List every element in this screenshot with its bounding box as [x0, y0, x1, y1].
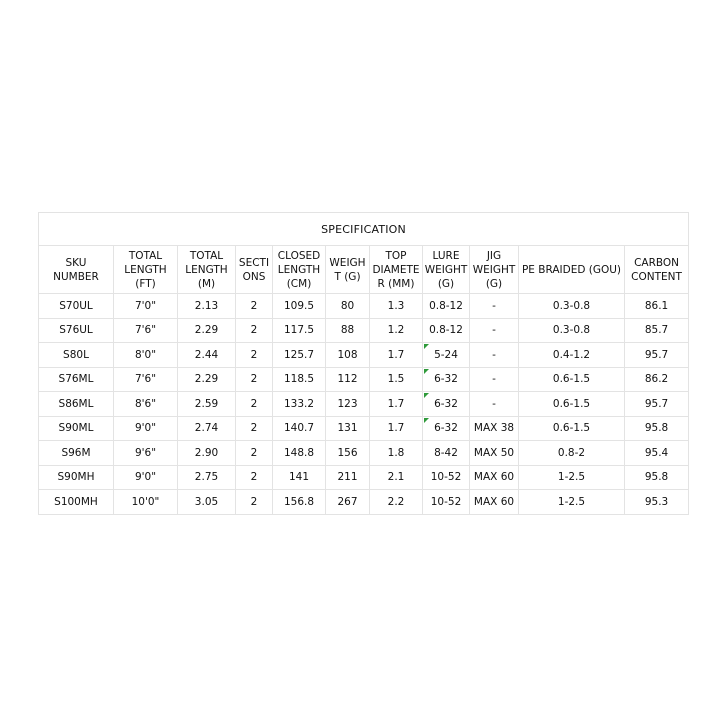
table-cell: 0.3-0.8 — [519, 318, 625, 343]
table-cell: 1.7 — [370, 343, 423, 368]
sku-cell: S96M — [39, 441, 114, 466]
table-cell: 9'6" — [114, 441, 178, 466]
column-header-line: ONS — [242, 270, 266, 283]
table-cell: 95.3 — [625, 490, 689, 515]
column-header — [423, 246, 470, 294]
table-cell: 148.8 — [273, 441, 326, 466]
column-header-line: CARBON — [634, 256, 680, 269]
table-cell: 8-42 — [423, 441, 470, 466]
table-cell: 2 — [236, 490, 273, 515]
table-cell: 2.1 — [370, 465, 423, 490]
table-row — [39, 416, 689, 441]
column-header — [326, 246, 370, 294]
table-cell: 9'0" — [114, 416, 178, 441]
table-cell: 6-32 — [423, 392, 470, 417]
table-cell: 1.8 — [370, 441, 423, 466]
column-header — [625, 246, 689, 294]
table-header-row — [39, 246, 689, 294]
table-cell: - — [470, 294, 519, 319]
table-cell: 95.7 — [625, 392, 689, 417]
column-header-line: T (G) — [334, 270, 361, 283]
table-cell: 3.05 — [178, 490, 236, 515]
table-cell: 80 — [326, 294, 370, 319]
table-cell: 0.6-1.5 — [519, 392, 625, 417]
table-cell: 1.7 — [370, 392, 423, 417]
table-cell: 5-24 — [423, 343, 470, 368]
table-cell: 88 — [326, 318, 370, 343]
column-header-line: CLOSED — [277, 249, 321, 262]
table-cell: 125.7 — [273, 343, 326, 368]
table-cell: 0.4-1.2 — [519, 343, 625, 368]
table-cell: 1.2 — [370, 318, 423, 343]
table-cell: 2 — [236, 465, 273, 490]
table-row — [39, 294, 689, 319]
table-cell: 86.1 — [625, 294, 689, 319]
table-cell: 156 — [326, 441, 370, 466]
column-header-line: SECTI — [238, 256, 270, 269]
table-cell: 2.59 — [178, 392, 236, 417]
column-header-line: TOTAL — [128, 249, 163, 262]
table-cell: 2.29 — [178, 318, 236, 343]
table-row — [39, 441, 689, 466]
sku-cell: S100MH — [39, 490, 114, 515]
column-header-line: (FT) — [135, 277, 156, 290]
column-header-line: TOP — [385, 249, 407, 262]
table-cell: 95.8 — [625, 416, 689, 441]
specification-table — [38, 212, 689, 515]
table-cell: 109.5 — [273, 294, 326, 319]
table-cell: 2.2 — [370, 490, 423, 515]
table-cell: MAX 60 — [470, 465, 519, 490]
table-cell: 141 — [273, 465, 326, 490]
table-cell: 112 — [326, 367, 370, 392]
table-cell: 85.7 — [625, 318, 689, 343]
column-header-line: LURE — [432, 249, 460, 262]
table-cell: 10-52 — [423, 490, 470, 515]
table-cell: 7'6" — [114, 367, 178, 392]
table-cell: 1-2.5 — [519, 465, 625, 490]
table-cell: 2 — [236, 441, 273, 466]
column-header-line: (M) — [197, 277, 216, 290]
table-cell: 10-52 — [423, 465, 470, 490]
column-header — [39, 246, 114, 294]
table-cell: 0.8-2 — [519, 441, 625, 466]
table-cell: 2.13 — [178, 294, 236, 319]
table-cell: 95.7 — [625, 343, 689, 368]
table-cell: 8'0" — [114, 343, 178, 368]
table-cell: 156.8 — [273, 490, 326, 515]
column-header-line: TOTAL — [189, 249, 224, 262]
table-cell: 1.3 — [370, 294, 423, 319]
column-header-line: CONTENT — [631, 270, 682, 283]
table-cell: - — [470, 318, 519, 343]
table-cell: 7'6" — [114, 318, 178, 343]
table-row — [39, 392, 689, 417]
column-header-line: PE BRAIDED (GOU) — [521, 263, 622, 276]
table-cell: 0.8-12 — [423, 294, 470, 319]
table-cell: 7'0" — [114, 294, 178, 319]
sku-cell: S90ML — [39, 416, 114, 441]
table-cell: 10'0" — [114, 490, 178, 515]
table-cell: - — [470, 392, 519, 417]
column-header-line: WEIGHT — [424, 263, 468, 276]
column-header — [114, 246, 178, 294]
table-row — [39, 343, 689, 368]
table-cell: - — [470, 367, 519, 392]
table-cell: 9'0" — [114, 465, 178, 490]
column-header-line: (G) — [437, 277, 455, 290]
table-cell: 2.29 — [178, 367, 236, 392]
column-header-line: WEIGH — [329, 256, 366, 269]
column-header-line: DIAMETE — [372, 263, 420, 276]
table-cell: 1.7 — [370, 416, 423, 441]
column-header-line: LENGTH — [124, 263, 167, 276]
column-header-line: LENGTH — [277, 263, 321, 276]
column-header — [273, 246, 326, 294]
column-header — [178, 246, 236, 294]
table-cell: 8'6" — [114, 392, 178, 417]
table-cell: 131 — [326, 416, 370, 441]
table-cell: 108 — [326, 343, 370, 368]
column-header-line: JIG — [486, 249, 502, 262]
sku-cell: S86ML — [39, 392, 114, 417]
table-cell: 133.2 — [273, 392, 326, 417]
sku-cell: S70UL — [39, 294, 114, 319]
column-header-line: R (MM) — [377, 277, 415, 290]
table-cell: 117.5 — [273, 318, 326, 343]
table-cell: 1-2.5 — [519, 490, 625, 515]
table-title-row — [39, 213, 689, 246]
column-header — [236, 246, 273, 294]
column-header-line: LENGTH — [185, 263, 228, 276]
sku-cell: S90MH — [39, 465, 114, 490]
column-header-line: (CM) — [286, 277, 312, 290]
table-cell: 2.44 — [178, 343, 236, 368]
column-header-line: WEIGHT — [472, 263, 516, 276]
table-cell: 2.90 — [178, 441, 236, 466]
table-cell: 95.4 — [625, 441, 689, 466]
column-header-line: (G) — [485, 277, 503, 290]
table-cell: MAX 38 — [470, 416, 519, 441]
column-header — [519, 246, 625, 294]
table-cell: 0.6-1.5 — [519, 367, 625, 392]
column-header-line: SKU — [65, 256, 87, 269]
table-cell: 118.5 — [273, 367, 326, 392]
table-cell: - — [470, 343, 519, 368]
table-cell: 2 — [236, 343, 273, 368]
table-cell: 2 — [236, 318, 273, 343]
table-cell: 2 — [236, 367, 273, 392]
table-cell: 0.8-12 — [423, 318, 470, 343]
table-cell: 2 — [236, 294, 273, 319]
table-row — [39, 367, 689, 392]
table-cell: 1.5 — [370, 367, 423, 392]
table-cell: 0.6-1.5 — [519, 416, 625, 441]
table-cell: MAX 50 — [470, 441, 519, 466]
column-header-line: NUMBER — [53, 270, 99, 283]
table-cell: MAX 60 — [470, 490, 519, 515]
table-cell: 2.74 — [178, 416, 236, 441]
table-cell: 2.75 — [178, 465, 236, 490]
table-cell: 86.2 — [625, 367, 689, 392]
table-cell: 123 — [326, 392, 370, 417]
table-cell: 2 — [236, 392, 273, 417]
table-row — [39, 490, 689, 515]
table-cell: 0.3-0.8 — [519, 294, 625, 319]
column-header — [370, 246, 423, 294]
table-cell: 267 — [326, 490, 370, 515]
table-cell: 6-32 — [423, 367, 470, 392]
column-header — [470, 246, 519, 294]
sku-cell: S80L — [39, 343, 114, 368]
table-cell: 95.8 — [625, 465, 689, 490]
table-cell: 211 — [326, 465, 370, 490]
table-cell: 140.7 — [273, 416, 326, 441]
table-title: SPECIFICATION — [39, 213, 689, 246]
table-cell: 2 — [236, 416, 273, 441]
table-row — [39, 465, 689, 490]
sku-cell: S76ML — [39, 367, 114, 392]
table-cell: 6-32 — [423, 416, 470, 441]
sku-cell: S76UL — [39, 318, 114, 343]
table-row — [39, 318, 689, 343]
